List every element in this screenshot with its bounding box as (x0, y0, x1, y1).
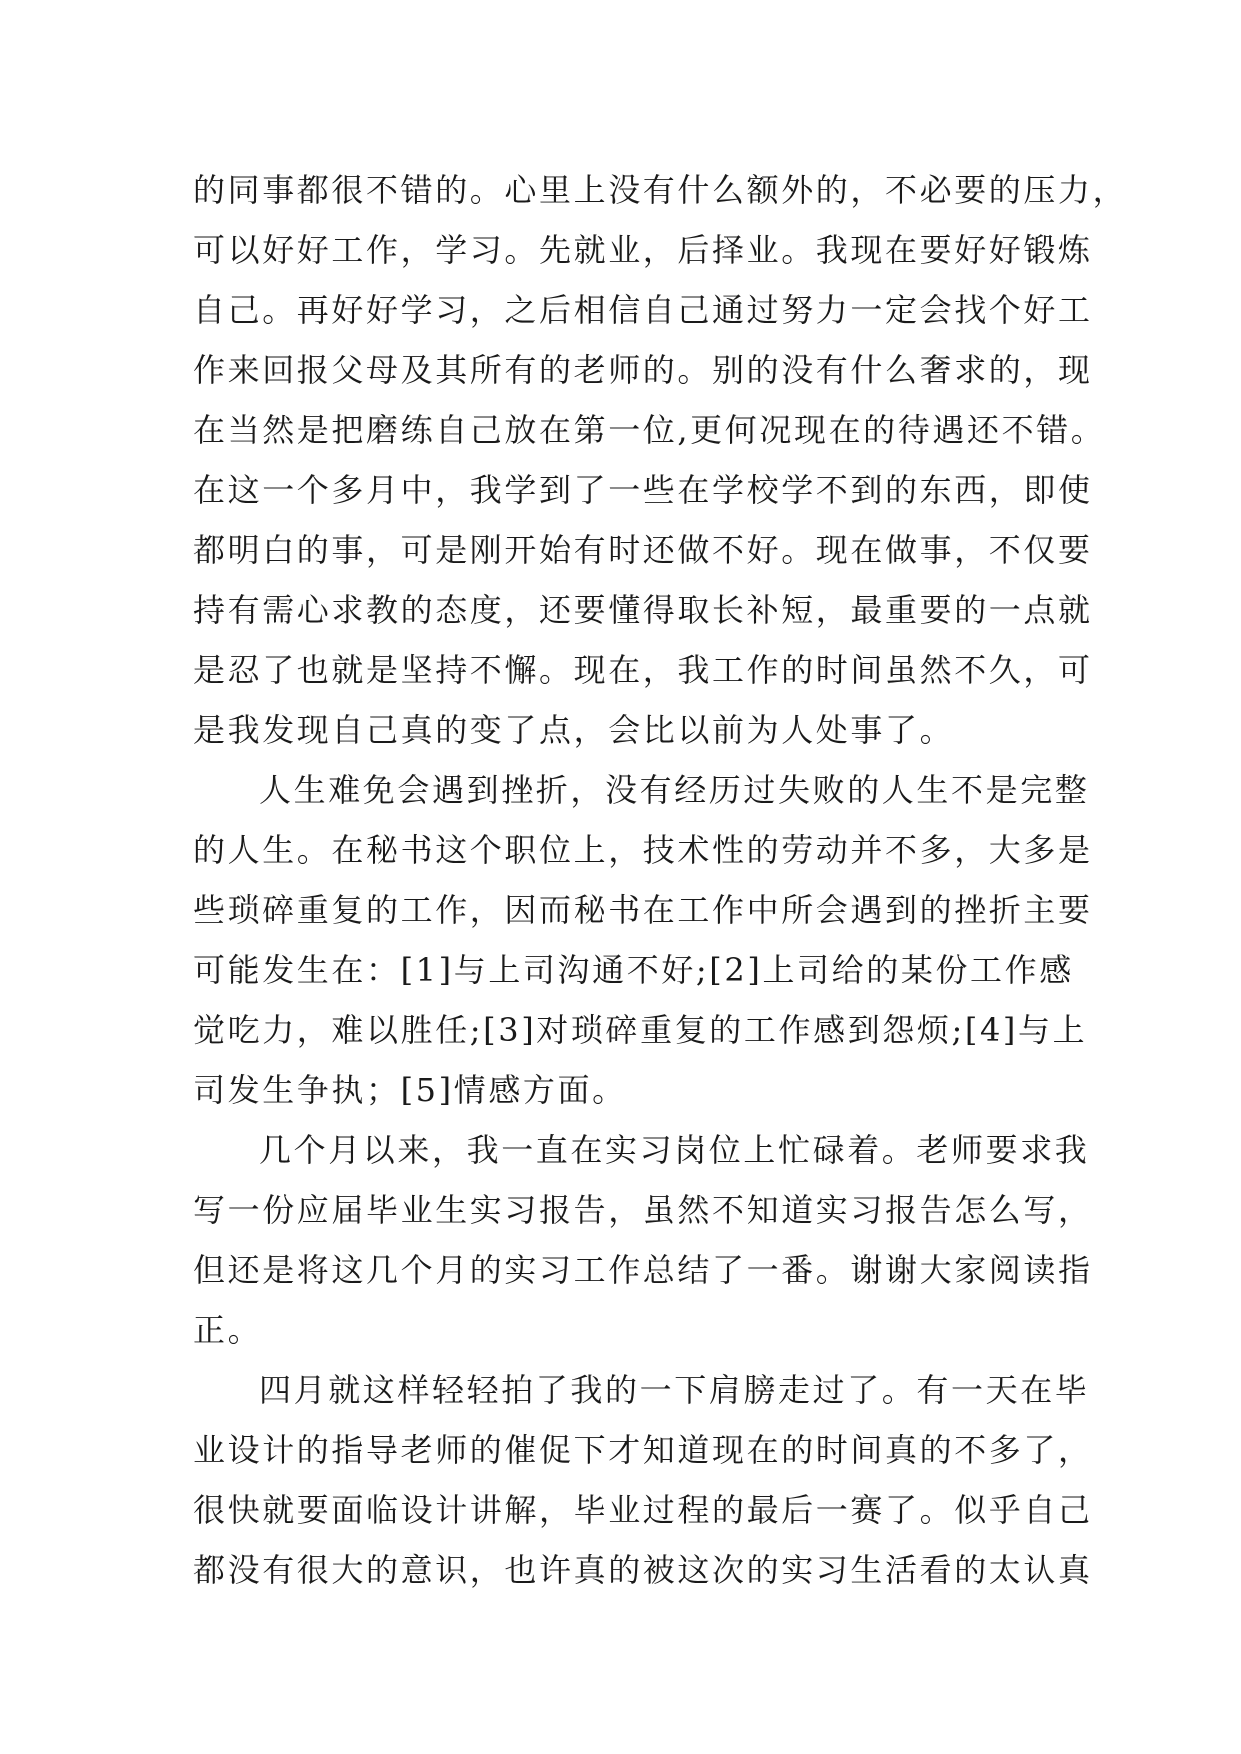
text-line: 正。 (193, 1311, 263, 1349)
document-body (193, 160, 1128, 1600)
text-line: 很快就要面临设计讲解，毕业过程的最后一赛了。似乎自己 (193, 1491, 1093, 1529)
text-line: 人生难免会遇到挫折，没有经历过失败的人生不是完整 (259, 771, 1090, 809)
text-line: 自己。再好好学习，之后相信自己通过努力一定会找个好工 (193, 291, 1093, 329)
text-line: 写一份应届毕业生实习报告，虽然不知道实习报告怎么写， (193, 1191, 1093, 1229)
text-line: 是我发现自己真的变了点，会比以前为人处事了。 (193, 711, 955, 749)
text-line: 业设计的指导老师的催促下才知道现在的时间真的不多了， (193, 1431, 1093, 1469)
text-line: 都明白的事，可是刚开始有时还做不好。现在做事，不仅要 (193, 531, 1093, 569)
text-line: 都没有很大的意识，也许真的被这次的实习生活看的太认真 (193, 1551, 1093, 1589)
text-line: 是忍了也就是坚持不懈。现在，我工作的时间虽然不久，可 (193, 651, 1093, 689)
text-line: 可能发生在：[1]与上司沟通不好;[2]上司给的某份工作感 (193, 951, 1074, 989)
text-line: 司发生争执；[5]情感方面。 (193, 1071, 627, 1109)
text-line: 作来回报父母及其所有的老师的。别的没有什么奢求的，现 (193, 351, 1093, 389)
text-line: 的同事都很不错的。心里上没有什么额外的，不必要的压力， (193, 171, 1128, 209)
text-line: 觉吃力，难以胜任;[3]对琐碎重复的工作感到怨烦;[4]与上 (193, 1011, 1088, 1049)
text-line: 在这一个多月中，我学到了一些在学校学不到的东西，即使 (193, 471, 1093, 509)
text-line: 可以好好工作，学习。先就业，后择业。我现在要好好锻炼 (193, 231, 1093, 269)
text-line: 四月就这样轻轻拍了我的一下肩膀走过了。有一天在毕 (259, 1371, 1090, 1409)
text-line: 些琐碎重复的工作，因而秘书在工作中所会遇到的挫折主要 (193, 891, 1093, 929)
text-line: 但还是将这几个月的实习工作总结了一番。谢谢大家阅读指 (193, 1251, 1093, 1289)
text-line: 在当然是把磨练自己放在第一位,更何况现在的待遇还不错。 (193, 411, 1106, 449)
text-line: 持有需心求教的态度，还要懂得取长补短，最重要的一点就 (193, 591, 1093, 629)
text-line: 几个月以来，我一直在实习岗位上忙碌着。老师要求我 (259, 1131, 1090, 1169)
text-line: 的人生。在秘书这个职位上，技术性的劳动并不多，大多是 (193, 831, 1093, 869)
